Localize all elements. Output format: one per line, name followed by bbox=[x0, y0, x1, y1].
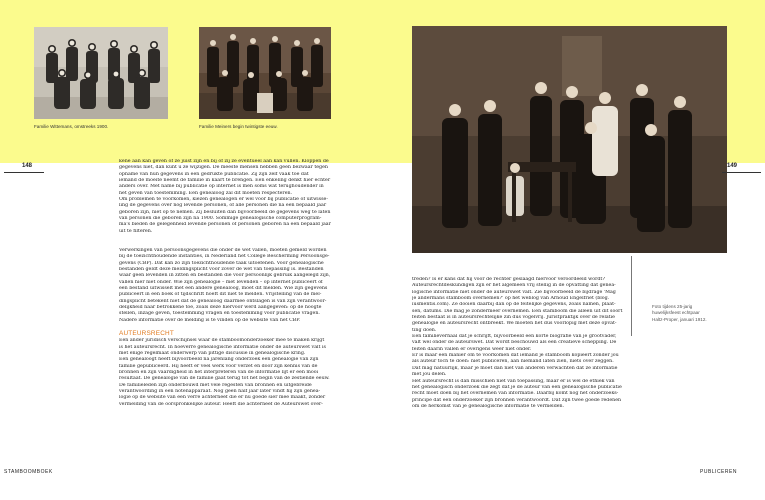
text-line: bronnen en zijn vaardigheid in het interpreteren van de informatie lijt er een mooi bbox=[119, 370, 319, 375]
text-line: Het auteursrecht is dan misschien niet van toepassing, maar er is wel de ethiek van bbox=[412, 378, 615, 384]
text-line: dingsplicht betekent niet dat de genealoog daarmee ontslagen is van zijn verantwoor- bbox=[119, 298, 327, 304]
text-line: logie op de website van een verre achterneef die er nu goede sier mee maakt, zonder bbox=[119, 395, 326, 401]
text-line: als auteur toch te doen: niet publiceren, aan niemand laten zien, niets over zeggen. bbox=[412, 359, 614, 365]
text-line: vermelding van de oorspronkelijke auteur. Heeft die achterneef de Auteurswet over- bbox=[119, 401, 323, 407]
photo-caption-anniversary bbox=[652, 304, 707, 323]
left-paragraph-3 bbox=[119, 338, 361, 408]
text-line: valt wel onder de auteurswet. Dat wordt beschouwd als een creatieve schepping. De bbox=[412, 340, 617, 346]
text-line: gevens (CBP). Dat kan zo zijn toezichthoudende taak uitoefenen. Voor genealogische bbox=[119, 260, 324, 266]
text-line: is het auteursrecht. In hoeverre genealogische informatie onder de auteurswet valt is bbox=[119, 344, 326, 350]
text-line: vallen hier niet onder. Wie zijn genealogie – met levenden – op internet publiceert of bbox=[119, 279, 323, 285]
text-line: feiten daarin vallen er overigens weer niet onder. bbox=[412, 346, 532, 352]
page-number-left: 148 bbox=[22, 163, 33, 169]
text-line: logische informatie niet onder de auteurswet valt. Zie bijvoorbeeld de bijdrage 'Mag bbox=[412, 289, 616, 295]
text-line: je andermans stamboom overnemen?' op het weblog van Arnoud Engelfriet (blog. bbox=[412, 296, 610, 302]
text-line: sen, datums. Die mag je zondermeer overnemen. Een stamboom die alleen uit dit soort bbox=[412, 308, 623, 314]
text-line: delijkheid naar betrokkene toe, zoals deze hiervoor werd aangegeven: op de hoogte bbox=[119, 304, 322, 310]
header-rule-right bbox=[722, 172, 761, 173]
text-line: waar geen levenden in zitten en bestanden die voor persoonlijk gebruik aangelegd zijn, bbox=[119, 273, 331, 279]
text-line: van personen die geboren zijn na 1900. Sommige genealogische computerprogram- bbox=[119, 216, 322, 222]
caption-line: Foto tijdens 25-jarig bbox=[652, 304, 693, 309]
text-line: bij de toezichthoudende instanties, in Nederland het College Bescherming Persoonsge- bbox=[119, 254, 330, 260]
text-line: ling de gegevens over nog levende personen, of alle personen die na een bepaald jaar bbox=[119, 203, 327, 209]
text-line: geboren zijn, niet op te nemen. Zij besluiten dan bijvoorbeeld de gegevens weg te laten bbox=[119, 209, 331, 215]
text-line: De familieleden zijn onderbouwd met vele regesten van bronnen en uitgebreide bbox=[119, 382, 312, 388]
text-line: iemand de moeite neemt de familie in kaart te brengen. Een enkeling denkt hier echter bbox=[119, 178, 331, 184]
text-line: verantwoording in een notenapparaat. Nog geen half jaar later vindt hij zijn genea- bbox=[119, 389, 321, 395]
text-line: feiten bestaat is in auteursrechtelijke zin dus vogelvrij. Juristpraktijk over de relatie bbox=[412, 315, 615, 321]
text-line: Om problemen te voorkomen, kiezen genealogen er wel voor bij publicatie of uitwisse- bbox=[119, 197, 328, 203]
text-line: publiceert in een boek of tijdschrift hoeft dit niet te melden. Vrijstelling van de mel- bbox=[119, 292, 322, 298]
text-line: stellen, inzage geven, toestemming vragen en toestemming voor publicatie vragen. bbox=[119, 311, 320, 317]
text-line: met enige regelmaat onderwerp van pittige discussie in genealogische kring. bbox=[119, 350, 306, 356]
text-line: Een familieverhaal dat je schrijft, bijvoorbeeld een korte biografie van je grootvader, bbox=[412, 334, 617, 340]
text-line: een bestand uitwisselt met een andere genealoog, moet dit melden. Wie zijn gegevens bbox=[119, 285, 328, 291]
text-line: Een ander juridisch verschijnsel waar de stamboomonderzoeker mee te maken krijgt bbox=[119, 338, 325, 344]
text-line: kene aan kan geven of ze juist zijn en bij of zij ze eventueel aan kan vullen. Kloppen de bbox=[119, 159, 329, 164]
text-line: Dat mag natuurlijk, maar je moet dan niet van anderen verwachten dat ze informatie bbox=[412, 365, 618, 371]
photo-wittemans-family bbox=[34, 27, 168, 119]
text-line: treden? Is er kans dat hij voor de rechter geslaagd hiervoor veroordeeld wordt? bbox=[412, 277, 605, 282]
text-line: het genealogisch onderzoek die zegt dat je de auteur van een genealogische publicatie bbox=[412, 384, 622, 390]
text-line: recht moet doen bij het overnemen van informatie. Daarbij komt nog het onderzoeks- bbox=[412, 391, 619, 397]
text-line: Verwerkingen van persoonsgegevens die onder de wet vallen, moeten gemeld worden bbox=[119, 247, 327, 253]
page-number-right: 149 bbox=[727, 163, 738, 169]
text-line: resultaat. De genealogie van de familie gaat terug tot het begin van de zestiende eeuw. bbox=[119, 376, 330, 382]
footer-chapter-title: PUBLICEREN bbox=[700, 469, 737, 475]
caption-leader-line bbox=[631, 256, 632, 336]
text-line: opname van hun gegevens in een gedrukte publicatie. Zij zijn zelf vaak toe dat bbox=[119, 171, 309, 177]
right-body-text bbox=[412, 277, 648, 410]
text-line: iusmentis.com). Ze dooien daarbij dan op de feitelijke gegevens, zoals namen, plaat- bbox=[412, 302, 616, 308]
photo-caption-meiners: Familie Meiners begin twintigste eeuw. bbox=[199, 124, 278, 129]
text-line: gegevens niet, dan kunt u ze wijzigen. De meeste mensen hebben geen bezwaar tegen bbox=[119, 165, 328, 171]
text-line: Een genealoogt heeft bijvoorbeeld na jarenlang onderzoek een genealogie van zijn bbox=[119, 357, 319, 363]
text-line: principe dat een onderzoeker zijn bronnen verantwoordt. Dat zijn twee goede redenen bbox=[412, 397, 622, 403]
left-body-text bbox=[119, 159, 361, 408]
text-line: bestanden geldt deze meldingsplicht voor zover de wet van toepassing is. Bestanden bbox=[119, 266, 324, 272]
text-line: uit te filteren. bbox=[119, 228, 153, 234]
text-line: met jou delen. bbox=[412, 372, 447, 378]
footer-book-title: STAMBOOMBOEK bbox=[4, 469, 53, 475]
text-line: Er is maar één manier om te voorkomen dat iemand je stamboom kopieert zonder jou bbox=[412, 353, 619, 359]
photo-caption-wittemans: Familie Wittemans, omstreeks 1900. bbox=[34, 124, 109, 129]
text-line: familie gepubliceerd. Hij heeft er veel werk voor verzet en door zijn kennis van de bbox=[119, 363, 318, 369]
text-line: Nadere informatie over de melding is te vinden op de website van het CBP. bbox=[119, 317, 300, 323]
text-line: ma's bieden de gelegenheid levende personen of personen geboren na een bepaald jaar bbox=[119, 222, 331, 228]
caption-line: Haltz-Proper, januari 1912. bbox=[652, 316, 707, 322]
photo-meiners-family bbox=[199, 27, 331, 119]
text-line: anders over. Met name bij publicatie op internet is men soms wat terughoudender in bbox=[119, 184, 324, 190]
left-paragraph-2 bbox=[119, 248, 361, 324]
text-line: het geven van toestemming. Een genealoog zal dit moeten respecteren. bbox=[119, 190, 293, 196]
left-paragraph-1 bbox=[119, 159, 361, 235]
photo-anniversary-family bbox=[412, 26, 727, 253]
text-line: om de herkomst van je genealogische informatie te vermelden. bbox=[412, 403, 565, 409]
text-line: ting doen. bbox=[412, 327, 437, 333]
text-line: Auteursrechtdeskundigen zijn er het algemeen vrij stellig in de opvatting dat genea- bbox=[412, 283, 616, 289]
caption-line: huwelijksfeest echtpaar bbox=[652, 310, 700, 316]
header-rule-left bbox=[4, 172, 44, 173]
section-heading-auteursrecht: AUTEURSRECHT bbox=[119, 330, 174, 338]
text-line: genealogie en auteursrecht ontbreekt. We moeten het dus voorlopig met deze opvat- bbox=[412, 321, 617, 327]
